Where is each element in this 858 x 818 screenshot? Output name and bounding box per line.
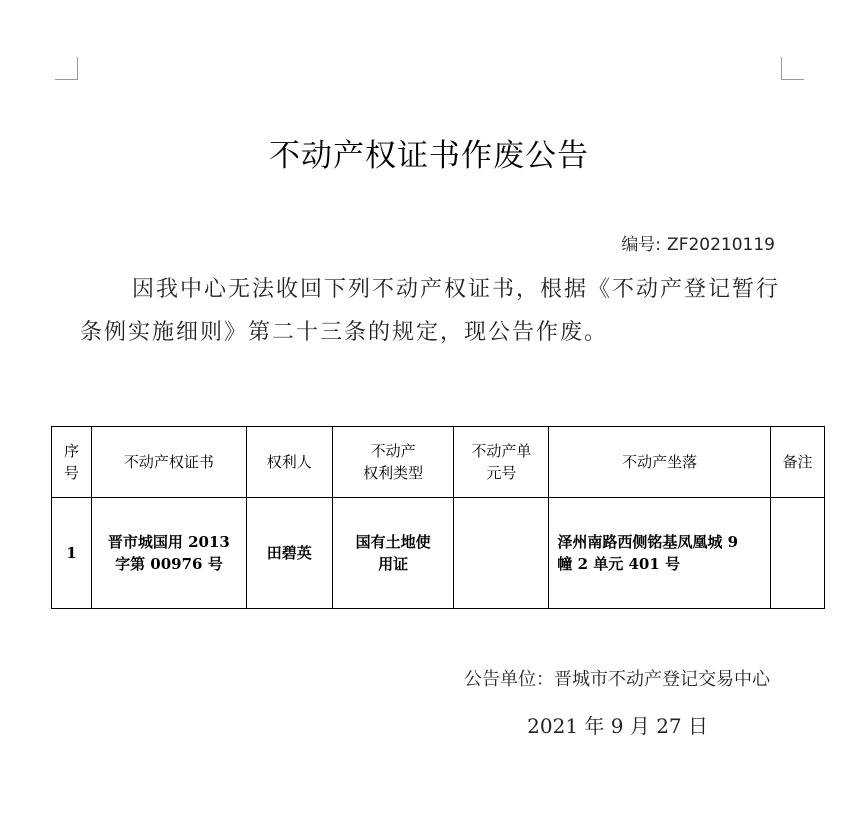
page-corner-mark-top-right (781, 57, 804, 80)
cell-right-type: 国有土地使 用证 (332, 498, 454, 609)
cell-seq: 1 (52, 498, 92, 609)
header-unit-no: 不动产单 元号 (454, 427, 549, 498)
page-title: 不动产权证书作废公告 (269, 138, 589, 174)
cell-certificate: 晋市城国用 2013 字第 00976 号 (91, 498, 246, 609)
cell-remark (771, 498, 825, 609)
issuing-unit: 公告单位：晋城市不动产登记交易中心 (464, 669, 770, 690)
cell-owner: 田碧英 (246, 498, 332, 609)
header-seq: 序 号 (52, 427, 92, 498)
document-number-label: 编号: (621, 235, 662, 255)
header-right-type: 不动产 权利类型 (332, 427, 454, 498)
header-remark: 备注 (771, 427, 825, 498)
cell-location: 泽州南路西侧铭基凤凰城 9 幢 2 单元 401 号 (549, 498, 771, 609)
certificate-table (51, 426, 825, 609)
document-number (621, 230, 775, 255)
header-owner: 权利人 (246, 427, 332, 498)
document-number-value: ZF20210119 (667, 235, 775, 255)
header-certificate: 不动产权证书 (91, 427, 246, 498)
table-row (52, 498, 825, 609)
table-header-row (52, 427, 825, 498)
page-corner-mark-top-left (55, 57, 78, 80)
issue-date: 2021 年 9 月 27 日 (527, 714, 708, 738)
announcement-paragraph: 因我中心无法收回下列不动产权证书，根据《不动产登记暂行条例实施细则》第二十三条的规定，现公告作废。 (80, 277, 781, 345)
cell-unit-no (454, 498, 549, 609)
header-location: 不动产坐落 (549, 427, 771, 498)
